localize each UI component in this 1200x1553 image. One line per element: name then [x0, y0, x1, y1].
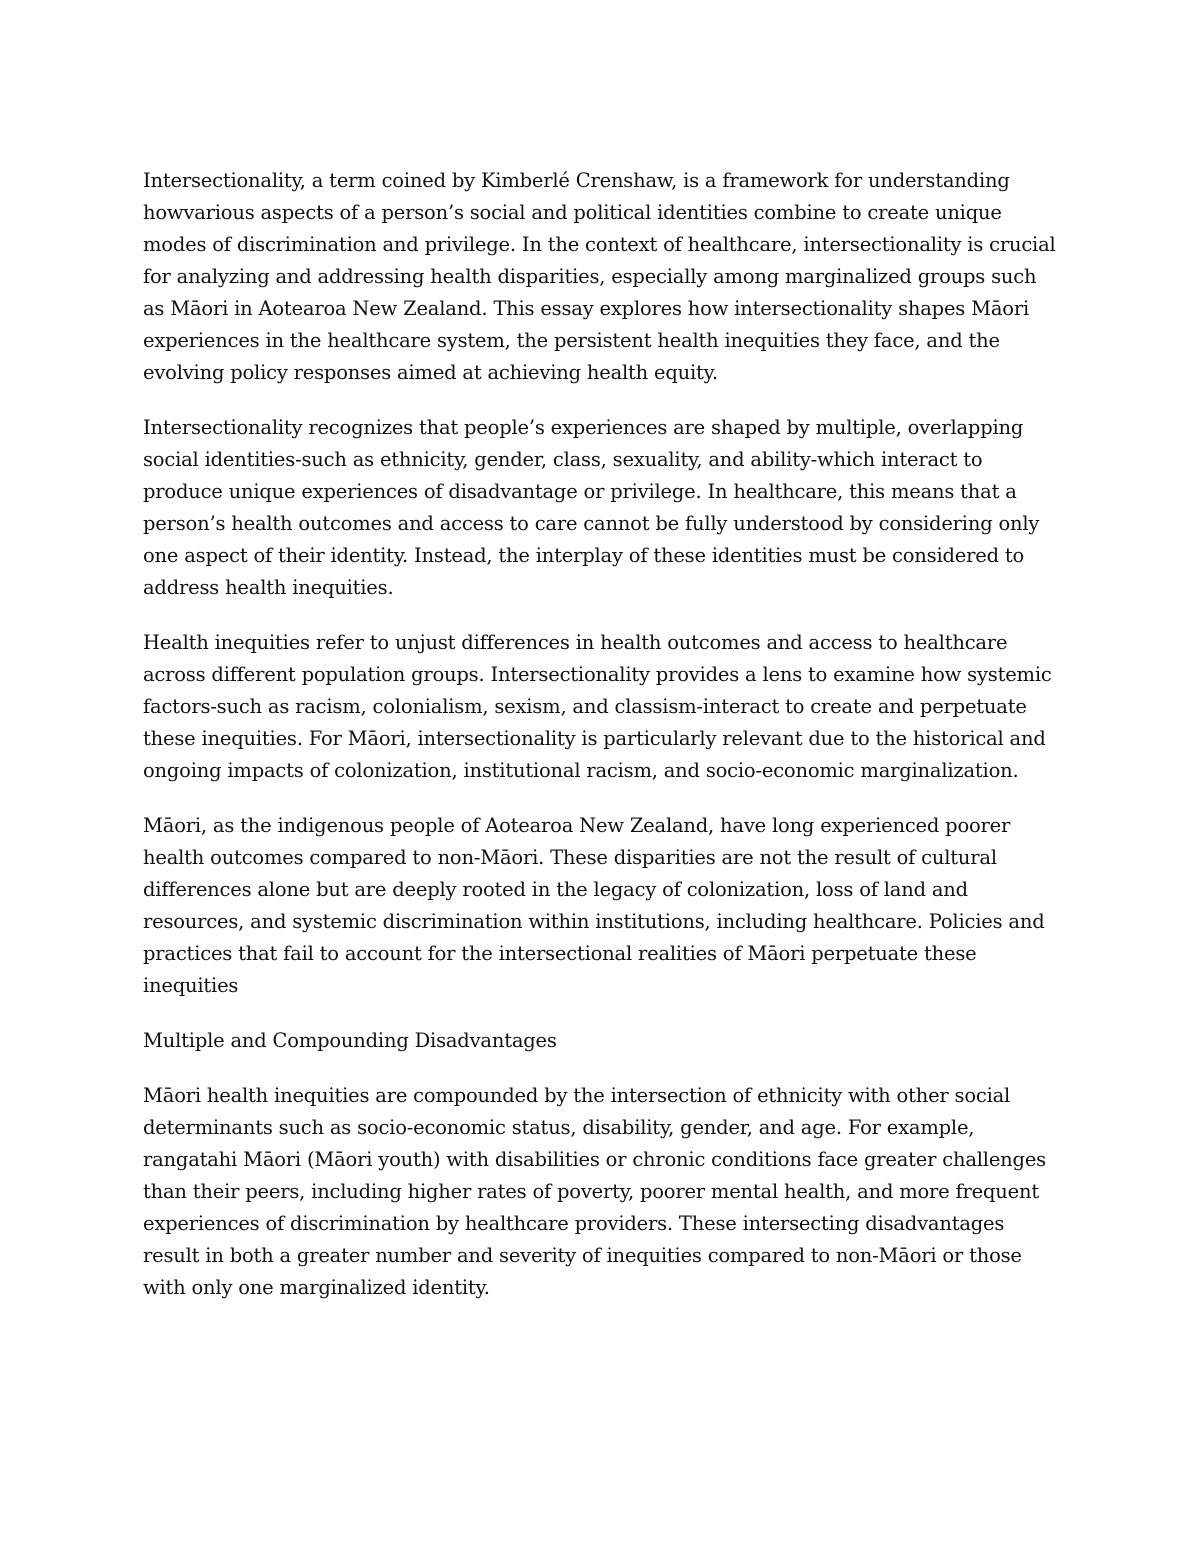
paragraph-health-inequities: Health inequities refer to unjust differences in health outcomes and access to healthcare across different population groups. Intersectionality provides a lens to examine how systemic factors-such as racism, colonialism, sexism, and classism-interact to create and perpetuate these inequities. For Māori, intersectionality is particularly relevant due to the historical and ongoing impacts of colonization, institutional racism, and socio-economic marginalization.: [143, 631, 1052, 782]
paragraph-intro: Intersectionality, a term coined by Kimberlé Crenshaw, is a framework for understanding howvarious aspects of a person’s social and political identities combine to create unique modes of discrimination and privilege. In the context of healthcare, intersectionality is crucial for analyzing and addressing health disparities, especially among marginalized groups such as Māori in Aotearoa New Zealand. This essay explores how intersectionality shapes Māori experiences in the healthcare system, the persistent health inequities they face, and the evolving policy responses aimed at achieving health equity.: [143, 169, 1056, 384]
document-body: [143, 165, 1058, 1327]
section-heading: Multiple and Compounding Disadvantages: [143, 1029, 557, 1052]
paragraph-intersectionality-definition: Intersectionality recognizes that people’s experiences are shaped by multiple, overlapping social identities-such as ethnicity, gender, class, sexuality, and ability-which interact to produce unique experiences of disadvantage or privilege. In healthcare, this means that a person’s health outcomes and access to care cannot be fully understood by considering only one aspect of their identity. Instead, the interplay of these identities must be considered to address health inequities.: [143, 416, 1040, 599]
paragraph-compounding-disadvantages: Māori health inequities are compounded by the intersection of ethnicity with other social determinants such as socio-economic status, disability, gender, and age. For example, rangatahi Māori (Māori youth) with disabilities or chronic conditions face greater challenges than their peers, including higher rates of poverty, poorer mental health, and more frequent experiences of discrimination by healthcare providers. These intersecting disadvantages result in both a greater number and severity of inequities compared to non-Māori or those with only one marginalized identity.: [143, 1084, 1046, 1299]
paragraph-maori-outcomes: Māori, as the indigenous people of Aotearoa New Zealand, have long experienced poorer health outcomes compared to non-Māori. These disparities are not the result of cultural differences alone but are deeply rooted in the legacy of colonization, loss of land and resources, and systemic discrimination within institutions, including healthcare. Policies and practices that fail to account for the intersectional realities of Māori perpetuate these inequities: [143, 814, 1045, 997]
